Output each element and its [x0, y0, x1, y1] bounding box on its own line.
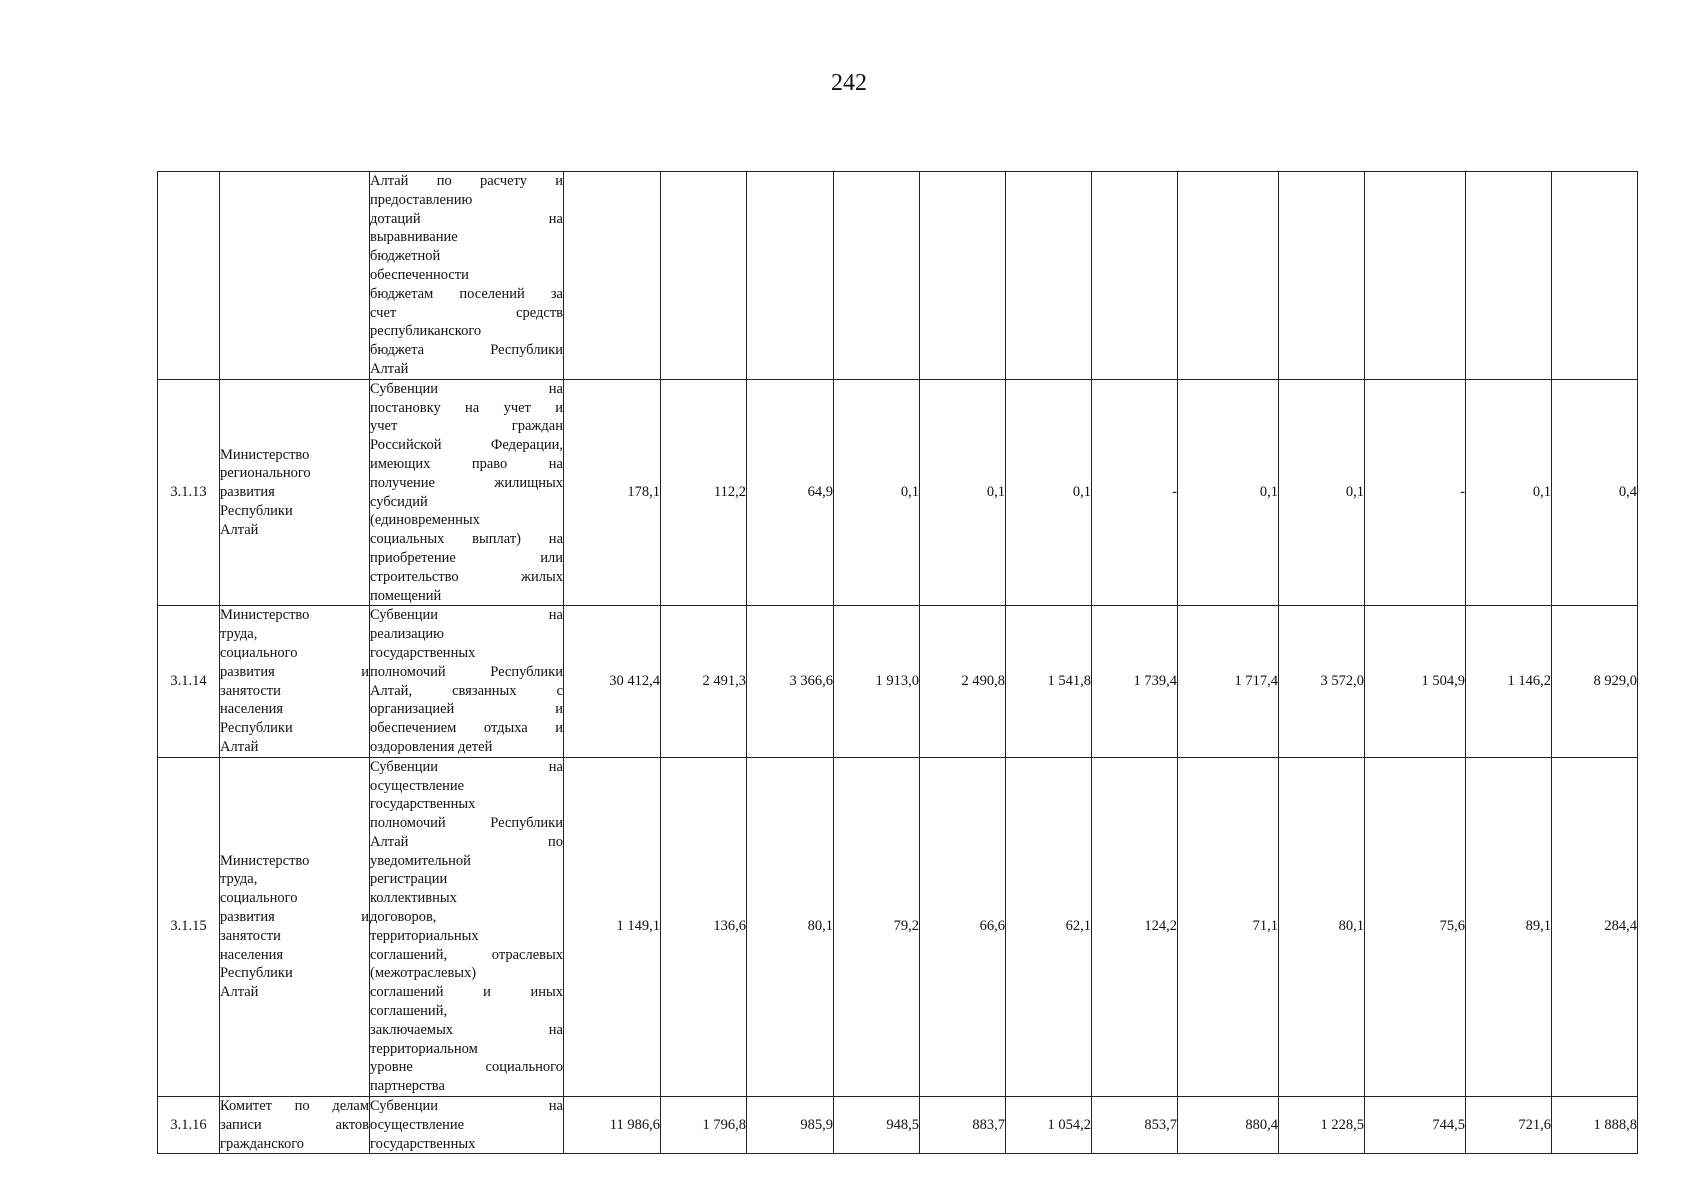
row-value-10	[1365, 172, 1466, 380]
text-line: государственных	[370, 796, 476, 813]
text-line: субсидий	[370, 493, 428, 510]
text-line: организацией и	[370, 701, 563, 718]
text-line: труда,	[220, 871, 258, 888]
text-line: населения	[220, 701, 284, 718]
row-value-9: 1 228,5	[1279, 1097, 1365, 1154]
text-line: осуществление	[370, 1116, 465, 1133]
text-line: договоров,	[370, 909, 437, 926]
row-value-9: 80,1	[1279, 757, 1365, 1096]
row-value-3: 3 366,6	[747, 606, 834, 757]
row-description	[370, 757, 564, 1096]
row-value-4: 1 913,0	[834, 606, 920, 757]
row-code: 3.1.15	[158, 757, 220, 1096]
row-value-11: 1 146,2	[1466, 606, 1552, 757]
row-value-6: 1 054,2	[1006, 1097, 1092, 1154]
text-line: бюджетам поселений за	[370, 285, 563, 302]
row-description	[370, 379, 564, 606]
text-line: оздоровления детей	[370, 738, 493, 755]
text-line: Алтай	[220, 738, 259, 755]
row-code	[158, 172, 220, 380]
text-line: развития	[220, 484, 275, 501]
text-line: Республики	[220, 720, 293, 737]
row-organization	[220, 757, 370, 1096]
row-value-1: 1 149,1	[564, 757, 661, 1096]
text-line: развития и	[220, 909, 369, 926]
text-line: постановку на учет и	[370, 399, 563, 416]
text-line: регионального	[220, 465, 311, 482]
row-value-3: 64,9	[747, 379, 834, 606]
row-code: 3.1.13	[158, 379, 220, 606]
row-value-10: -	[1365, 379, 1466, 606]
text-line: партнерства	[370, 1078, 445, 1095]
text-line: Министерство	[220, 852, 310, 869]
row-value-5: 2 490,8	[920, 606, 1006, 757]
text-line: населения	[220, 946, 284, 963]
text-line: занятости	[220, 682, 281, 699]
row-value-2: 136,6	[661, 757, 747, 1096]
row-value-7	[1092, 172, 1178, 380]
row-organization	[220, 1097, 370, 1154]
table-row	[158, 606, 1638, 757]
text-line: (межотраслевых)	[370, 965, 477, 982]
text-line: дотаций на	[370, 210, 563, 227]
text-line: бюджета Республики	[370, 342, 563, 359]
row-value-5: 883,7	[920, 1097, 1006, 1154]
row-value-5	[920, 172, 1006, 380]
row-value-6	[1006, 172, 1092, 380]
row-value-9: 3 572,0	[1279, 606, 1365, 757]
text-line: обеспеченности	[370, 266, 469, 283]
text-line: Субвенции на	[370, 607, 563, 624]
row-value-12: 284,4	[1552, 757, 1638, 1096]
text-line: Республики	[220, 965, 293, 982]
row-value-8: 880,4	[1178, 1097, 1279, 1154]
page-number: 242	[831, 70, 867, 96]
text-line: записи актов	[220, 1116, 369, 1133]
text-line: Субвенции на	[370, 758, 563, 775]
row-value-6: 0,1	[1006, 379, 1092, 606]
table-row	[158, 1097, 1638, 1154]
text-line: Алтай по	[370, 833, 563, 850]
text-line: коллективных	[370, 890, 457, 907]
text-line: Республики	[220, 502, 293, 519]
row-value-9: 0,1	[1279, 379, 1365, 606]
text-line: территориальных	[370, 927, 479, 944]
row-value-1	[564, 172, 661, 380]
text-line: полномочий Республики	[370, 663, 563, 680]
row-value-2: 1 796,8	[661, 1097, 747, 1154]
text-line: заключаемых на	[370, 1021, 563, 1038]
row-value-10: 1 504,9	[1365, 606, 1466, 757]
text-line: выравнивание	[370, 229, 458, 246]
row-value-11: 721,6	[1466, 1097, 1552, 1154]
row-value-2: 2 491,3	[661, 606, 747, 757]
row-value-2	[661, 172, 747, 380]
row-value-7: -	[1092, 379, 1178, 606]
row-code: 3.1.14	[158, 606, 220, 757]
text-line: получение жилищных	[370, 474, 563, 491]
row-value-2: 112,2	[661, 379, 747, 606]
row-value-10: 75,6	[1365, 757, 1466, 1096]
row-description	[370, 172, 564, 380]
text-line: республиканского	[370, 323, 482, 340]
text-line: счет средств	[370, 304, 563, 321]
row-value-6: 62,1	[1006, 757, 1092, 1096]
text-line: государственных	[370, 1135, 476, 1152]
row-value-11	[1466, 172, 1552, 380]
text-line: развития и	[220, 663, 369, 680]
text-line: Комитет по делам	[220, 1098, 369, 1115]
text-line: осуществление	[370, 777, 465, 794]
text-line: строительство жилых	[370, 568, 563, 585]
row-value-1: 30 412,4	[564, 606, 661, 757]
row-organization	[220, 379, 370, 606]
row-value-12: 8 929,0	[1552, 606, 1638, 757]
text-line: труда,	[220, 626, 258, 643]
text-line: Алтай	[220, 521, 259, 538]
text-line: Российской Федерации,	[370, 437, 563, 454]
text-line: обеспечением отдыха и	[370, 720, 563, 737]
text-line: соглашений и иных	[370, 984, 563, 1001]
text-line: соглашений,	[370, 1003, 448, 1020]
text-line: имеющих право на	[370, 455, 563, 472]
text-line: соглашений, отраслевых	[370, 946, 563, 963]
row-value-5: 0,1	[920, 379, 1006, 606]
row-value-8	[1178, 172, 1279, 380]
row-value-12: 0,4	[1552, 379, 1638, 606]
text-line: Министерство	[220, 446, 310, 463]
row-value-1: 11 986,6	[564, 1097, 661, 1154]
table-row	[158, 379, 1638, 606]
text-line: помещений	[370, 587, 442, 604]
row-value-7: 124,2	[1092, 757, 1178, 1096]
row-value-8: 71,1	[1178, 757, 1279, 1096]
text-line: Алтай, связанных с	[370, 682, 563, 699]
text-line: занятости	[220, 927, 281, 944]
text-line: реализацию	[370, 626, 444, 643]
text-line: полномочий Республики	[370, 815, 563, 832]
row-description	[370, 606, 564, 757]
row-value-3: 80,1	[747, 757, 834, 1096]
budget-table	[157, 171, 1638, 1154]
row-value-10: 744,5	[1365, 1097, 1466, 1154]
row-description	[370, 1097, 564, 1154]
row-value-11: 89,1	[1466, 757, 1552, 1096]
text-line: уведомительной	[370, 852, 471, 869]
row-organization	[220, 172, 370, 380]
row-value-4: 79,2	[834, 757, 920, 1096]
row-value-6: 1 541,8	[1006, 606, 1092, 757]
text-line: учет граждан	[370, 418, 563, 435]
row-value-3	[747, 172, 834, 380]
row-value-4: 948,5	[834, 1097, 920, 1154]
text-line: Алтай по расчету и	[370, 173, 563, 189]
text-line: гражданского	[220, 1135, 305, 1152]
row-value-3: 985,9	[747, 1097, 834, 1154]
text-line: Алтай	[370, 360, 409, 377]
text-line: территориальном	[370, 1040, 478, 1057]
row-value-8: 1 717,4	[1178, 606, 1279, 757]
text-line: социальных выплат) на	[370, 531, 563, 548]
text-line: социального	[220, 644, 298, 661]
table-row	[158, 172, 1638, 380]
row-code: 3.1.16	[158, 1097, 220, 1154]
row-value-4: 0,1	[834, 379, 920, 606]
row-value-8: 0,1	[1178, 379, 1279, 606]
row-value-1: 178,1	[564, 379, 661, 606]
row-value-7: 1 739,4	[1092, 606, 1178, 757]
row-value-5: 66,6	[920, 757, 1006, 1096]
row-value-4	[834, 172, 920, 380]
row-value-12	[1552, 172, 1638, 380]
table-row	[158, 757, 1638, 1096]
text-line: государственных	[370, 644, 476, 661]
text-line: Субвенции на	[370, 1098, 563, 1115]
text-line: приобретение или	[370, 549, 563, 566]
text-line: предоставлению	[370, 191, 473, 208]
text-line: уровне социального	[370, 1059, 563, 1076]
text-line: Алтай	[220, 984, 259, 1001]
text-line: бюджетной	[370, 248, 441, 265]
row-value-11: 0,1	[1466, 379, 1552, 606]
row-value-12: 1 888,8	[1552, 1097, 1638, 1154]
row-organization	[220, 606, 370, 757]
text-line: регистрации	[370, 871, 448, 888]
text-line: Субвенции на	[370, 380, 563, 397]
text-line: социального	[220, 890, 298, 907]
row-value-9	[1279, 172, 1365, 380]
row-value-7: 853,7	[1092, 1097, 1178, 1154]
text-line: Министерство	[220, 607, 310, 624]
text-line: (единовременных	[370, 512, 480, 529]
